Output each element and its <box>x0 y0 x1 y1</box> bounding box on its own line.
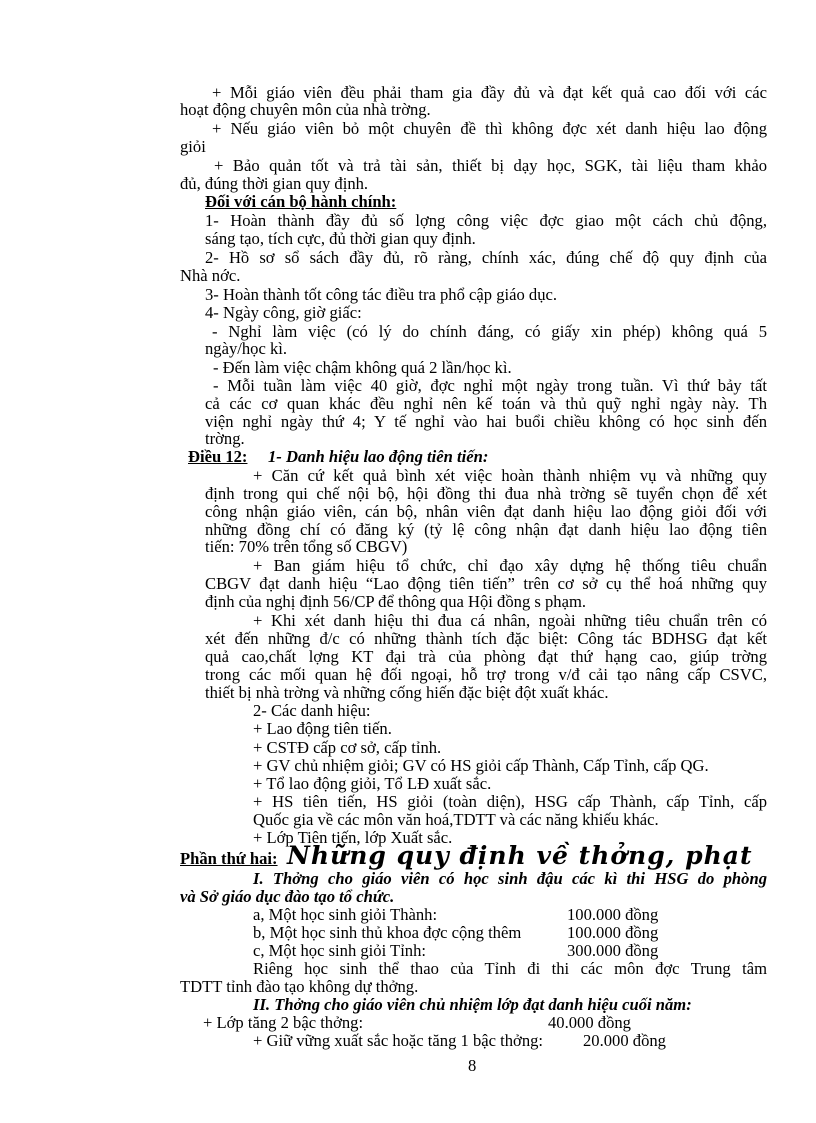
text-line: trờng. <box>205 429 245 448</box>
text-line: Riêng học sinh thể thao của Tỉnh đi thi các môn đợc Trung tâm <box>253 959 767 978</box>
text-line: + Khi xét danh hiệu thi đua cá nhân, ngoài những tiêu chuẩn trên có <box>253 611 767 630</box>
text-line: trong các mối quan hệ đối ngoại, hỗ trợ trong v/đ cải tạo nâng cấp CSVC, <box>205 665 767 684</box>
text-line: quả cao,chất lợng KT đại trà của phòng đạt thứ hạng cao, giúp trờng <box>205 647 767 666</box>
text-line: giỏi <box>180 137 206 156</box>
text-line: + HS tiên tiến, HS giỏi (toàn diện), HSG cấp Thành, cấp Tỉnh, cấp <box>253 792 767 811</box>
text-line: + CSTĐ cấp cơ sở, cấp tỉnh. <box>253 738 442 757</box>
reward-label: c, Một học sinh giỏi Tỉnh: <box>253 941 427 960</box>
text-line: TDTT tỉnh đào tạo không dự thởng. <box>180 977 419 996</box>
text-line: + Lao động tiên tiến. <box>253 719 392 738</box>
text-line: hoạt động chuyên môn của nhà trờng. <box>180 100 431 119</box>
part-label: Phần thứ hai: <box>180 849 278 868</box>
reward-label: + Lớp tăng 2 bậc thởng: <box>203 1013 364 1032</box>
text-line: - Đến làm việc chậm không quá 2 lần/học kì. <box>213 358 512 377</box>
text-line: đủ, đúng thời gian quy định. <box>180 174 369 193</box>
text-line: 1- Hoàn thành đầy đủ số lợng công việc đợc giao một cách chủ động, <box>205 211 767 230</box>
text-line: Nhà nớc. <box>180 266 241 285</box>
text-line: những đồng chí có đăng ký (tỷ lệ công nhận đạt danh hiệu lao động tiên <box>205 520 767 539</box>
article-label: Điều 12: <box>188 447 248 466</box>
text-line: 2- Các danh hiệu: <box>253 701 371 720</box>
text-line: + Lớp Tiên tiến, lớp Xuất sắc. <box>253 828 453 847</box>
text-line: + Tổ lao động giỏi, Tổ LĐ xuất sắc. <box>253 774 492 793</box>
reward-amount: 20.000 đồng <box>583 1031 666 1050</box>
reward-label: b, Một học sinh thủ khoa đợc cộng thêm <box>253 923 522 942</box>
text-line: + Nếu giáo viên bỏ một chuyên đề thì không đợc xét danh hiệu lao động <box>212 119 767 138</box>
reward-amount: 100.000 đồng <box>567 923 659 942</box>
text-line: định của nghị định 56/CP để thông qua Hội đồng s phạm. <box>205 592 587 611</box>
text-line: - Mỗi tuần làm việc 40 giờ, đợc nghỉ một ngày trong tuần. Vì thứ bảy tất <box>213 376 767 395</box>
text-line: + Mỗi giáo viên đều phải tham gia đầy đủ và đạt kết quả cao đối với các <box>212 83 767 102</box>
section-heading: I. Thởng cho giáo viên có học sinh đậu các kì thi HSG do phòng <box>253 869 767 888</box>
reward-amount: 40.000 đồng <box>548 1013 631 1032</box>
page-number: 8 <box>468 1056 477 1075</box>
text-line: định trong qui chế nội bộ, hội đồng thi đua nhà trờng sẽ tuyển chọn để xét <box>205 484 767 503</box>
text-line: 3- Hoàn thành tốt công tác điều tra phổ cập giáo dục. <box>205 285 558 304</box>
text-line: + Ban giám hiệu tổ chức, chỉ đạo xây dựng hệ thống tiêu chuẩn <box>253 556 767 575</box>
text-line: viện nghỉ ngày thứ 4; Y tế nghỉ vào hai buổi chiều không có học sinh đến <box>205 412 767 431</box>
section-heading: II. Thởng cho giáo viên chủ nhiệm lớp đạt danh hiệu cuối năm: <box>253 995 692 1014</box>
text-line: xét đến những đ/c có những thành tích đặc biệt: Công tác BDHSG đạt kết <box>205 629 767 648</box>
text-line: cả các cơ quan khác đều nghỉ nên kế toán và thủ quỹ nghỉ ngày này. Th <box>205 394 767 413</box>
text-line: tiến: 70% trên tổng số CBGV) <box>205 537 408 556</box>
text-line: - Nghỉ làm việc (có lý do chính đáng, có giấy xin phép) không quá 5 <box>212 322 767 341</box>
text-line: ngày/học kì. <box>205 339 288 358</box>
text-line: thiết bị nhà trờng và những cống hiến đặc biệt đột xuất khác. <box>205 683 609 702</box>
text-line: + Căn cứ kết quả bình xét việc hoàn thành nhiệm vụ và những quy <box>253 466 767 485</box>
text-line: công nhận giáo viên, cán bộ, nhân viên đạt danh hiệu lao động giỏi đối với <box>205 502 767 521</box>
article-title: 1- Danh hiệu lao động tiên tiến: <box>268 447 489 466</box>
reward-amount: 100.000 đồng <box>567 905 659 924</box>
text-line: Quốc gia về các môn văn hoá,TDTT và các năng khiếu khác. <box>253 810 659 829</box>
text-line: 2- Hồ sơ sổ sách đầy đủ, rõ ràng, chính xác, đúng chế độ quy định của <box>205 248 767 267</box>
text-line: 4- Ngày công, giờ giấc: <box>205 303 362 322</box>
part-title: Những quy định về thởng, phạt <box>287 841 753 870</box>
reward-amount: 300.000 đồng <box>567 941 659 960</box>
text-line: CBGV đạt danh hiệu “Lao động tiên tiến” trên cơ sở cụ thể hoá những quy <box>205 574 767 593</box>
text-line: sáng tạo, tích cực, đủ thời gian quy định. <box>205 229 476 248</box>
section-heading: và Sở giáo dục đào tạo tổ chức. <box>180 887 395 906</box>
reward-label: a, Một học sinh giỏi Thành: <box>253 905 438 924</box>
text-line: + Bảo quản tốt và trả tài sản, thiết bị dạy học, SGK, tài liệu tham khảo <box>214 156 767 175</box>
section-heading: Đối với cán bộ hành chính: <box>205 192 397 211</box>
text-line: + GV chủ nhiệm giỏi; GV có HS giỏi cấp Thành, Cấp Tỉnh, cấp QG. <box>253 756 709 775</box>
reward-label: + Giữ vững xuất sắc hoặc tăng 1 bậc thởng: <box>253 1031 544 1050</box>
